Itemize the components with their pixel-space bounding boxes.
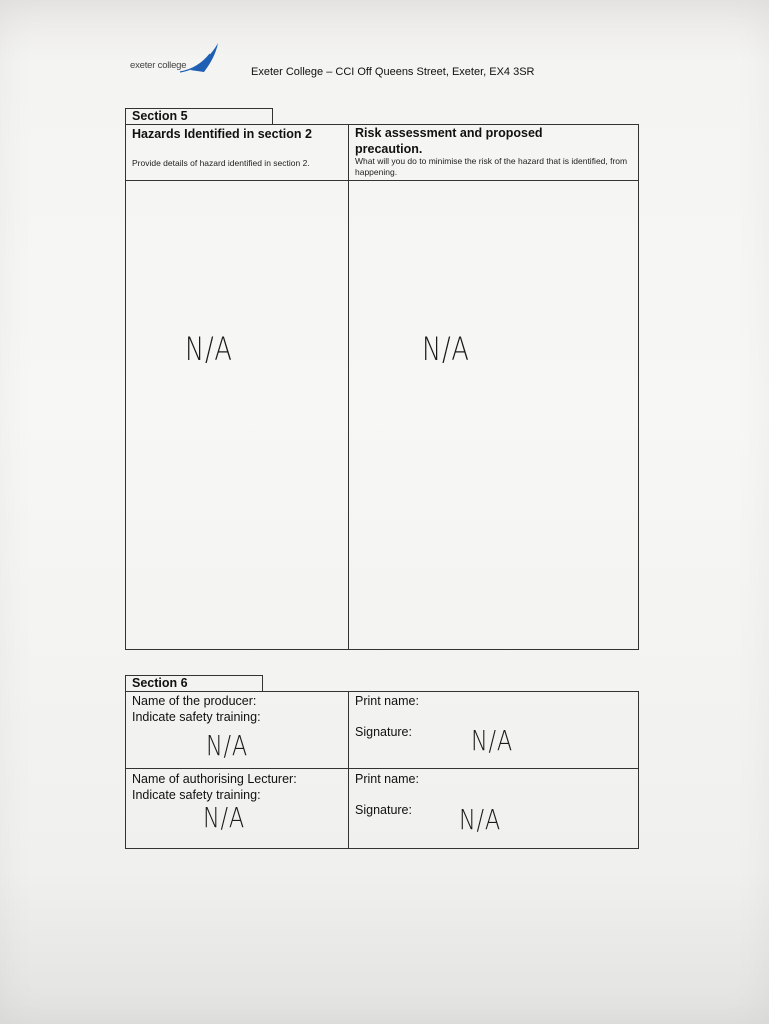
section6-tab: Section 6	[125, 675, 263, 692]
producer-training-entry: N/A	[206, 729, 249, 762]
producer-signature: N/A	[471, 724, 514, 757]
section5-column-divider	[348, 124, 349, 650]
section6-row-divider	[125, 768, 639, 769]
lecturer-signature: N/A	[459, 803, 502, 836]
producer-print-name-label: Print name:	[355, 694, 419, 708]
lecturer-training-entry: N/A	[203, 801, 246, 834]
producer-signature-label: Signature:	[355, 725, 412, 739]
producer-training-label: Indicate safety training:	[132, 710, 261, 724]
college-logo	[130, 40, 230, 80]
lecturer-training-label: Indicate safety training:	[132, 788, 261, 802]
hazards-entry: N/A	[185, 330, 233, 368]
section5-col1-title: Hazards Identified in section 2	[132, 127, 312, 141]
risk-assessment-entry: N/A	[422, 330, 470, 368]
section5-header-divider	[125, 180, 639, 181]
logo-text: exeter college	[130, 60, 187, 71]
section6-column-divider	[348, 691, 349, 849]
section5-col1-subtitle: Provide details of hazard identified in section 2.	[132, 158, 310, 168]
producer-label: Name of the producer:	[132, 694, 257, 708]
lecturer-label: Name of authorising Lecturer:	[132, 772, 297, 786]
section5-table	[125, 124, 639, 650]
lecturer-print-name-label: Print name:	[355, 772, 419, 786]
lecturer-signature-label: Signature:	[355, 803, 412, 817]
section5-tab: Section 5	[125, 108, 273, 125]
header-address: Exeter College – CCI Off Queens Street, Exeter, EX4 3SR	[251, 66, 535, 78]
section5-col2-title: Risk assessment and proposed precaution.	[355, 126, 543, 156]
section5-col2-subtitle: What will you do to minimise the risk of the hazard that is identified, from happening.	[355, 156, 628, 177]
